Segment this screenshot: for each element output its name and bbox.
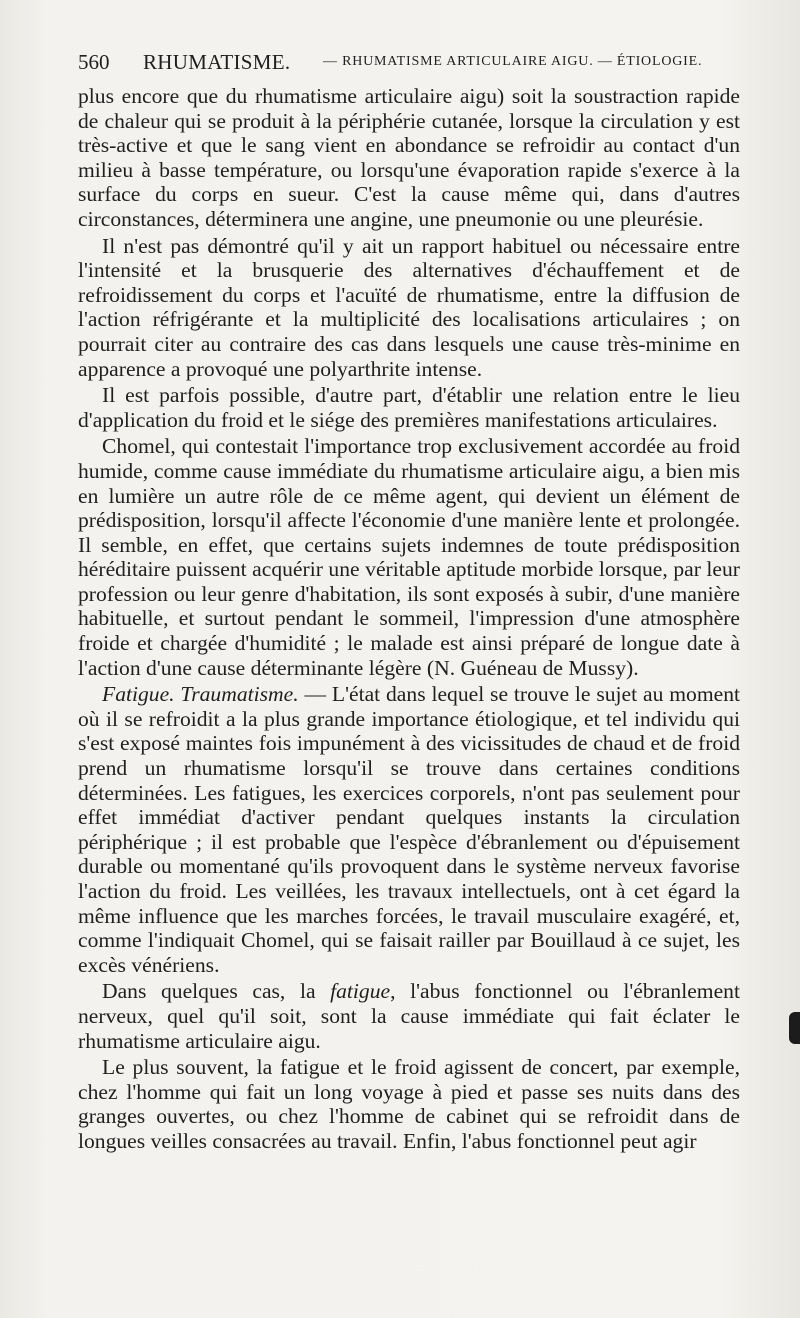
paragraph-refroidissement: Il n'est pas démontré qu'il y ait un rapport habituel ou nécessaire entre l'intensité et la brusquerie des alternatives d'échauffement et de refroidissement du corps et l'acuïté de rhumatisme, entre la diffusion de l'action réfrigérante et la multiplicité des localisations articulaires ; on pourrait citer au contraire des cas dans lesquels une cause très-minime en apparence a provoqué une polyarthrite intense. (78, 233, 740, 381)
paragraph-fatigue-text: — L'état dans lequel se trouve le sujet au moment où il se refroidit a la plus grande importance étiologique, et tel individu qui s'est exposé maintes fois impunément à des vicissitudes de chaud et de froid prend un rhumatisme lorsqu'il se trouve dans certaines conditions déterminées. Les fatigues, les exercices corporels, n'ont pas seulement pour effet immédiat d'activer pendant quelques instants la circulation périphérique ; il est probable que l'espèce d'ébranlement ou d'épuisement durable ou momentané qu'ils provoquent dans le système nerveux favorise l'action du froid. Les veillées, les travaux intellectuels, ont à cet égard la même influence que les marches forcées, le travail musculaire exagéré, et, comme l'indiquait Chomel, qui se faisait railler par Bouillaud à ce sujet, les excès vénériens. (78, 682, 740, 977)
paragraph-fatigue-cause-pre: Dans quelques cas, la (102, 979, 331, 1004)
section-lead: Fatigue. Traumatisme. (102, 682, 299, 707)
paragraph-chomel: Chomel, qui contestait l'importance trop exclusivement accordée au froid humide, comme cause immédiate du rhumatisme articulaire aigu, a bien mis en lumière un autre rôle de ce même agent, qui devient un élément de prédisposition, lorsqu'il affecte l'économie d'une manière lente et prolongée. Il semble, en effet, que certains sujets indemnes de toute prédisposition héréditaire puissent acquérir une véritable aptitude morbide lorsque, par leur profession ou leur genre d'habitation, ils sont exposés à subir, d'une manière habituelle, et surtout pendant le sommeil, l'impression d'une atmosphère froide et chargée d'humidité ; le malade est ainsi préparé de longue date à l'action d'une cause déterminante légère (N. Guéneau de Mussy). (78, 434, 740, 680)
paragraph-fatigue-cause (78, 979, 740, 1053)
running-title: RHUMATISME. (143, 50, 291, 74)
paragraph-fatigue-traumatisme (78, 682, 740, 977)
binding-edge-mark (789, 1012, 800, 1044)
emphasis-fatigue: fatigue (330, 979, 391, 1004)
paragraph-lieu-application: Il est parfois possible, d'autre part, d'établir une relation entre le lieu d'application du froid et le siége des premières manifestations articulaires. (78, 383, 740, 432)
page-number: 560 (78, 50, 110, 74)
paragraph-fatigue-cause-post: , l'abus fonctionnel ou l'ébranlement nerveux, quel qu'il soit, sont la cause immédiate qui fait éclater le rhumatisme articulaire aigu. (78, 979, 740, 1053)
running-subtitle: — RHUMATISME ARTICULAIRE AIGU. — ÉTIOLOGIE. (323, 54, 703, 69)
body-text (78, 84, 740, 1156)
paragraph-continuation: plus encore que du rhumatisme articulaire aigu) soit la soustraction rapide de chaleur qui se produit à la périphérie cutanée, lorsque la circulation y est très-active et que le sang vient en abondance se refroidir au contact d'un milieu à basse température, ou lorsqu'une évaporation rapide s'exerce à la surface du corps en sueur. C'est la cause même qui, dans d'autres circonstances, déterminera une angine, une pneumonie ou une pleurésie. (78, 84, 740, 231)
paragraph-froid-concert: Le plus souvent, la fatigue et le froid agissent de concert, par exemple, chez l'homme qui fait un long voyage à pied et passe ses nuits dans des granges ouvertes, ou chez l'homme de cabinet qui se refroidit dans de longues veilles consacrées au travail. Enfin, l'abus fonctionnel peut agir (78, 1055, 740, 1153)
running-header (78, 50, 738, 80)
